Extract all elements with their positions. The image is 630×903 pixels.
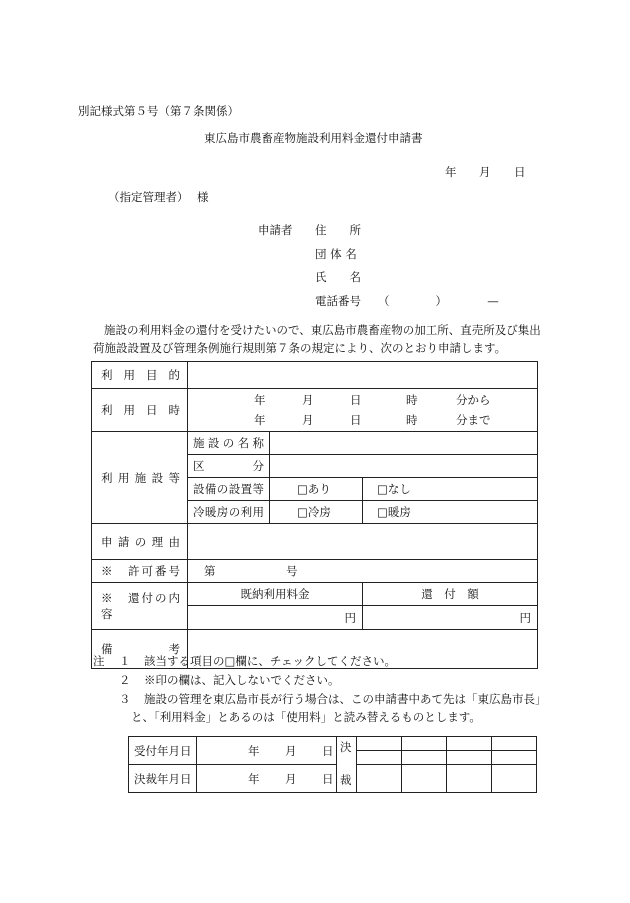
datetime-from-hour: 時 — [406, 393, 418, 407]
datetime-to-suffix: 分まで — [456, 413, 491, 427]
facility-name-label: 施設の名称 — [188, 432, 270, 455]
applicant-name-label: 氏 名 — [315, 270, 361, 284]
decided-month: 月 — [285, 771, 297, 786]
datetime-to-hour: 時 — [406, 413, 418, 427]
received-date-label: 受付年月日 — [129, 737, 197, 765]
note-1-number: １ — [119, 654, 131, 668]
datetime-to-row — [188, 412, 537, 428]
applicant-label: 申請者 — [258, 223, 293, 237]
received-day: 日 — [322, 743, 334, 758]
body-text-line2: 荷施設設置及び管理条例施行規則第７条の規定により、次のとおり申請します。 — [93, 341, 507, 355]
ketsusai-label — [337, 737, 357, 793]
date-line — [0, 167, 630, 181]
stamp-box-2[interactable] — [402, 765, 447, 793]
received-date-field[interactable] — [197, 737, 337, 765]
remarks-label: 備考 — [92, 630, 188, 669]
stamp-divider — [356, 750, 536, 751]
decided-year: 年 — [248, 771, 260, 786]
note-2-number: ２ — [119, 673, 131, 687]
permit-field[interactable] — [188, 560, 538, 583]
note-3a: 施設の管理を東広島市長が行う場合は、この申請書中あて先は「東広島市長」 — [144, 692, 547, 706]
ketsusai-char-1: 決 — [340, 740, 352, 754]
date-day: 日 — [514, 165, 526, 179]
permit-dai: 第 — [204, 564, 216, 578]
stamp-box-3[interactable] — [447, 765, 492, 793]
datetime-from-row — [188, 392, 537, 408]
stamp-box-4[interactable] — [492, 765, 537, 793]
received-year: 年 — [248, 743, 260, 758]
equipment-yes-checkbox[interactable]: □あり — [270, 478, 363, 501]
datetime-to-month: 月 — [302, 413, 314, 427]
page-title: 東広島市農畜産物施設利用料金還付申請書 — [204, 131, 423, 145]
datetime-field[interactable] — [188, 389, 538, 432]
decided-date-field[interactable] — [197, 765, 337, 793]
date-year: 年 — [445, 165, 457, 179]
purpose-label: 利用目的 — [92, 362, 188, 389]
stamp-box-1[interactable] — [357, 765, 402, 793]
datetime-from-month: 月 — [302, 393, 314, 407]
equipment-no-checkbox[interactable]: □なし — [363, 478, 538, 501]
datetime-from-day: 日 — [350, 393, 362, 407]
datetime-from-year: 年 — [254, 393, 266, 407]
received-month: 月 — [285, 743, 297, 758]
note-3-number: ３ — [119, 692, 131, 706]
application-table — [91, 361, 538, 669]
paid-fee-header: 既納利用料金 — [188, 583, 363, 606]
addressee-name: （指定管理者） — [108, 190, 189, 204]
decided-day: 日 — [322, 771, 334, 786]
decision-table — [128, 736, 537, 793]
applicant-organization-label: 団 体 名 — [315, 247, 357, 261]
section-field[interactable] — [270, 455, 538, 478]
applicant-address-label: 住 所 — [315, 223, 361, 237]
paid-fee-field[interactable]: 円 — [188, 606, 363, 630]
datetime-from-suffix: 分から — [456, 393, 491, 407]
refund-label: ※ 還付の内容 — [92, 583, 188, 630]
note-3b: と、「利用料金」とあるのは「使用料」と読み替えるものとします。 — [131, 710, 481, 724]
datetime-to-day: 日 — [350, 413, 362, 427]
refund-amount-field[interactable]: 円 — [363, 606, 538, 630]
refund-amount-header: 還 付 額 — [363, 583, 538, 606]
reason-field[interactable] — [188, 524, 538, 560]
form-number: 別記様式第５号（第７条関係） — [78, 104, 239, 118]
date-month: 月 — [479, 165, 491, 179]
addressee-honorific: 様 — [197, 190, 209, 204]
applicant-phone-label: 電話番号 — [315, 294, 361, 308]
datetime-to-year: 年 — [254, 413, 266, 427]
applicant-phone-format: （ ） — — [378, 294, 499, 308]
note-2: ※印の欄は、記入しないでください。 — [144, 673, 340, 687]
permit-label: ※ 許可番号 — [92, 560, 188, 583]
aircon-cool-checkbox[interactable]: □冷房 — [270, 501, 363, 524]
datetime-label: 利用日時 — [92, 389, 188, 432]
section-label: 区分 — [188, 455, 270, 478]
reason-label: 申請の理由 — [92, 524, 188, 560]
aircon-label: 冷暖房の利用 — [188, 501, 270, 524]
decided-date-label: 決裁年月日 — [129, 765, 197, 793]
facility-label: 利用施設等 — [92, 432, 188, 524]
permit-go: 号 — [286, 564, 298, 578]
facility-name-field[interactable] — [270, 432, 538, 455]
body-text-line1: 施設の利用料金の還付を受けたいので、東広島市農畜産物の加工所、直売所及び集出 — [104, 323, 541, 337]
equipment-label: 設備の設置等 — [188, 478, 270, 501]
ketsusai-char-2: 裁 — [340, 773, 352, 787]
notes-prefix: 注 — [93, 654, 105, 668]
aircon-heat-checkbox[interactable]: □暖房 — [363, 501, 538, 524]
note-1: 該当する項目の□欄に、チェックしてください。 — [144, 654, 397, 668]
purpose-field[interactable] — [188, 362, 538, 389]
